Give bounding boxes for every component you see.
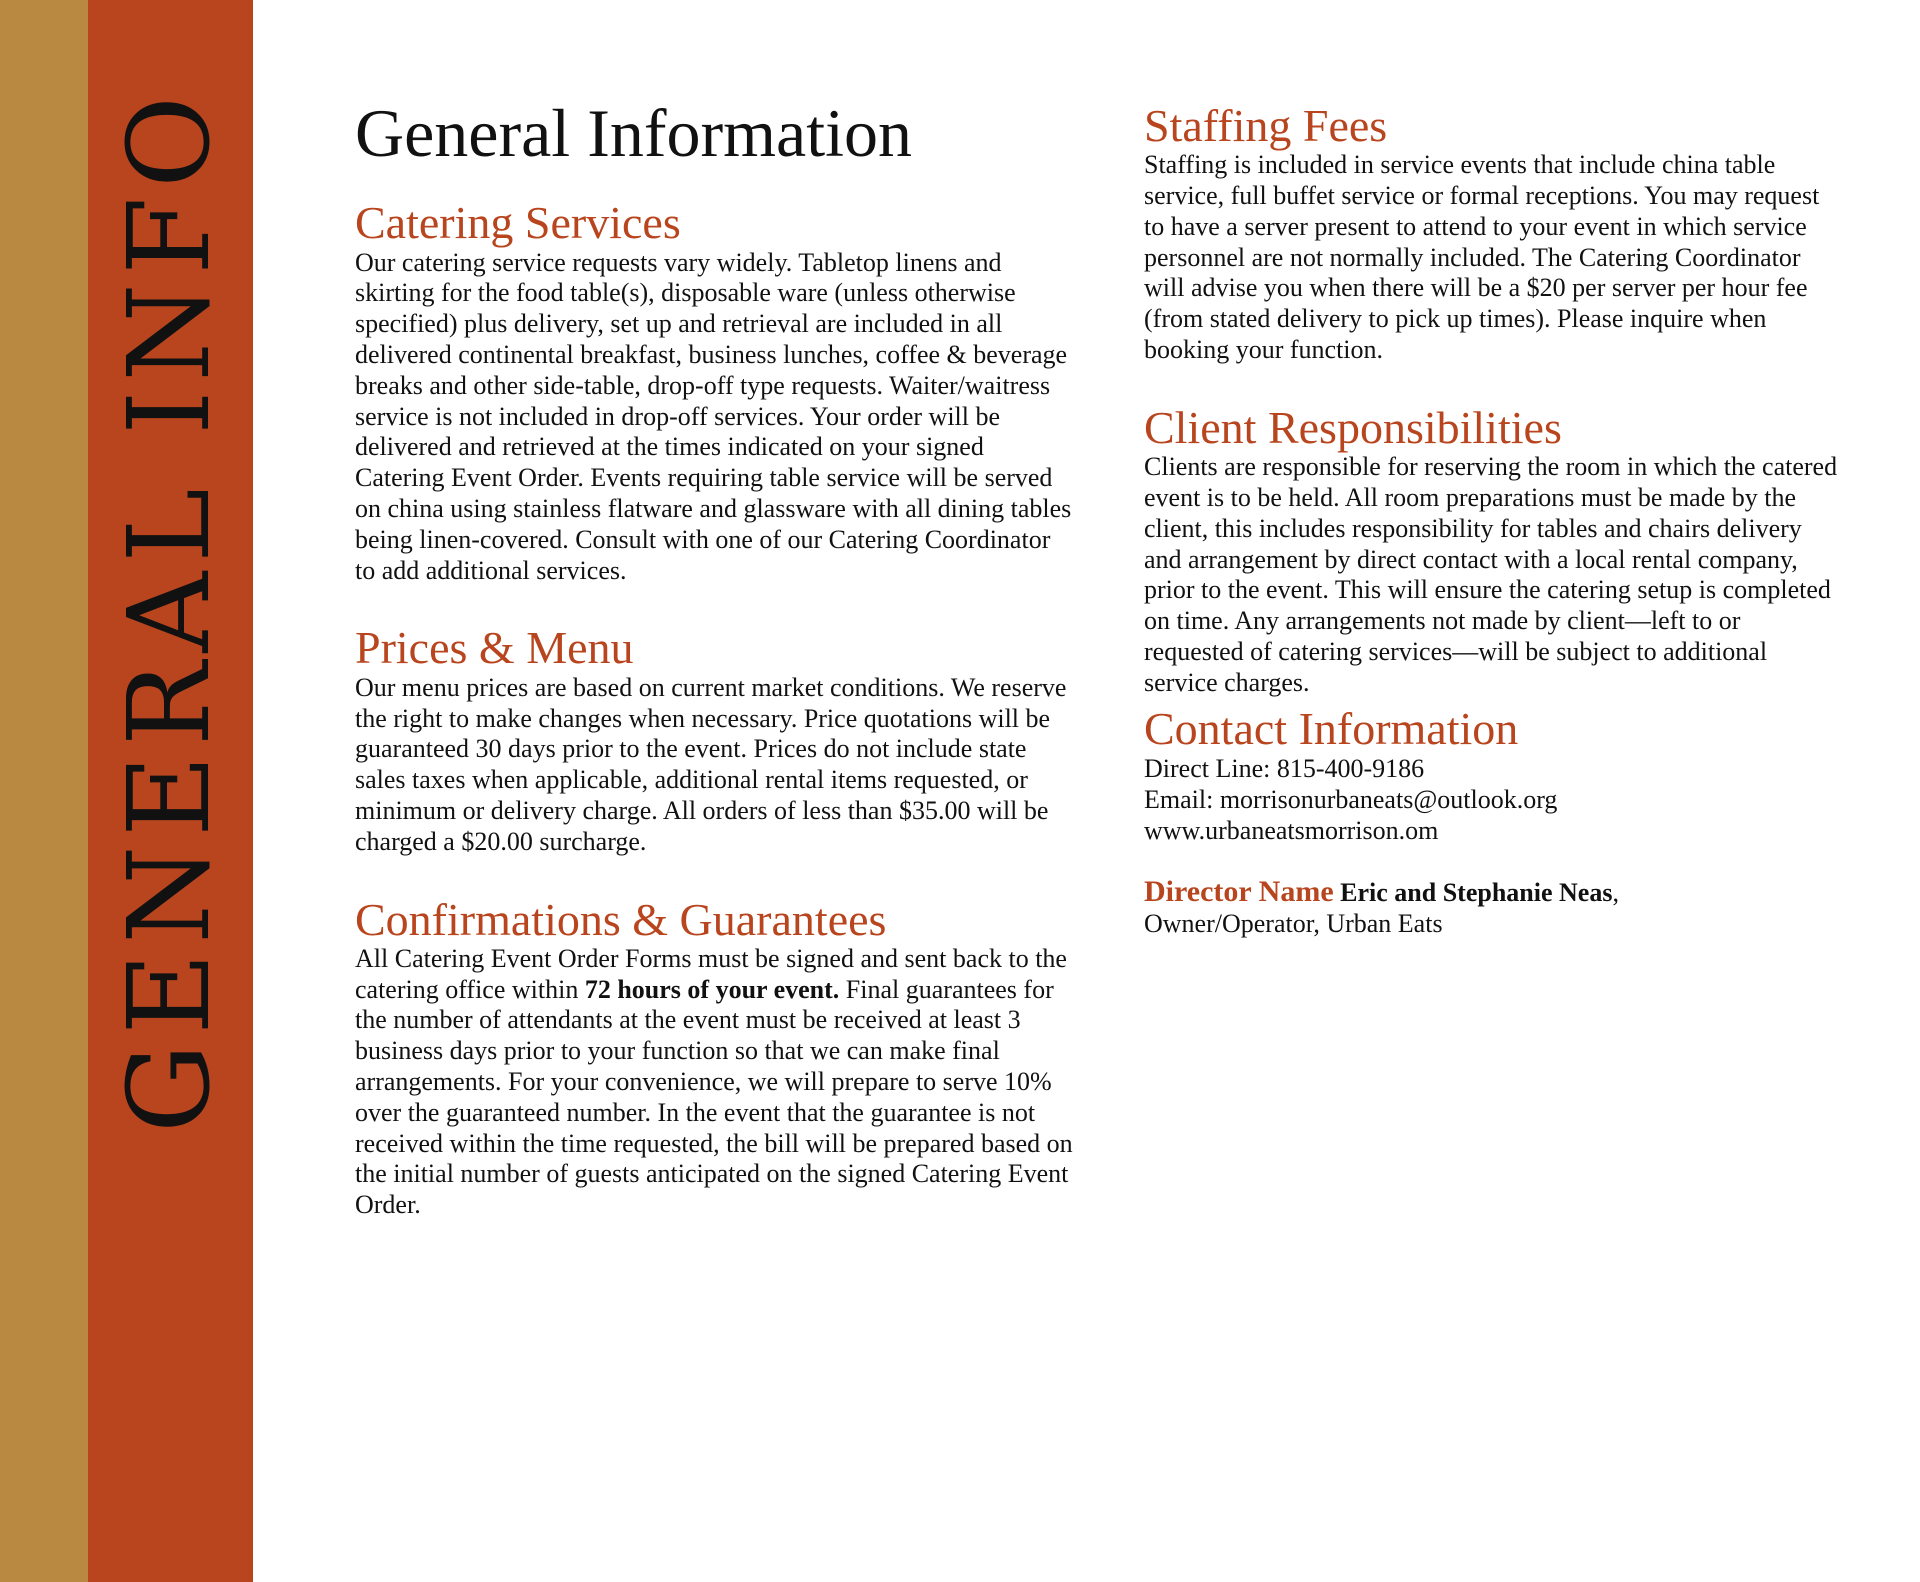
client-responsibilities-heading: Client Responsibilities [1144, 401, 1562, 453]
catering-services-body: Our catering service requests vary widely. Tabletop linens and skirting for the food table(s), disposable ware (unless otherwise specified) plus delivery, set up and retrieval are included in all delivered continental breakfast, business lunches, coffee & beverage breaks and other side-table, drop-off type requests. Waiter/waitress service is not included in drop-off services. Your order will be delivered and retrieved at the times indicated on your signed Catering Event Order. Events requiring table service will be served on china using stainless flatware and glassware with all dining tables being linen-covered. Consult with one of our Catering Coordinator to add additional services. [355, 247, 1072, 585]
email-text: Email: morrisonurbaneats@outlook.org [1144, 784, 1558, 814]
confirmations-deadline-emphasis: 72 hours of your event. [584, 974, 840, 1004]
right-column [1144, 102, 1844, 977]
director-label: Director Name [1144, 874, 1334, 908]
client-responsibilities-body: Clients are responsible for reserving the room in which the catered event is to be held. All room preparations must be made by the client, this includes responsibility for tables and chairs delivery and arrangement by direct contact with a local rental company, prior to the event. This will ensure the catering setup is completed on time. Any arrangements not made by client—left to or requested of catering services—will be subject to additional service charges. [1144, 452, 1838, 697]
confirmations-guarantees-body [355, 944, 1075, 1221]
confirmations-text-end: Final guarantees for the number of attendants at the event must be received at least 3 business days prior to your function so that we can make final arrangements. For your convenience, we will prepare to serve 10% over the guaranteed number. In the event that the guarantee is not received within the time requested, the bill will be prepared based on the initial number of guests anticipated on the signed Catering Event Order. [355, 974, 1073, 1220]
director-role: Owner/Operator, Urban Eats [1144, 908, 1443, 938]
confirmations-guarantees-heading: Confirmations & Guarantees [355, 893, 887, 945]
prices-menu-section [355, 624, 1075, 857]
direct-line-text: Direct Line: 815-400-9186 [1144, 753, 1425, 783]
director-block [1144, 876, 1844, 939]
director-comma: , [1612, 877, 1619, 907]
confirmations-text-start: All Catering Event Order Forms must be signed and sent back to the catering office within [355, 943, 1067, 1004]
confirmations-guarantees-section [355, 893, 1075, 1221]
catering-services-heading: Catering Services [355, 197, 681, 249]
tan-side-stripe [0, 0, 88, 1582]
page-title: General Information [355, 95, 912, 171]
staffing-fees-section [1144, 102, 1844, 366]
client-responsibilities-section [1144, 401, 1844, 699]
staffing-fees-body: Staffing is included in service events that include china table service, full buffet service or formal receptions. You may request to have a server present to attend to your event in which service personnel are not normally included. The Catering Coordinator will advise you when there will be a $20 per server per hour fee (from stated delivery to pick up times). Please inquire when booking your function. [1144, 150, 1820, 365]
left-column [355, 95, 1075, 1259]
prices-menu-heading: Prices & Menu [355, 622, 634, 674]
contact-information-heading: Contact Information [1144, 702, 1519, 754]
staffing-fees-heading: Staffing Fees [1144, 100, 1388, 151]
vertical-section-title: GENERAL INFO [105, 87, 235, 1133]
catering-services-section [355, 199, 1075, 586]
contact-information-section [1144, 702, 1844, 939]
website-text: www.urbaneatsmorrison.om [1144, 815, 1439, 845]
prices-menu-body: Our menu prices are based on current market conditions. We reserve the right to make changes when necessary. Price quotations will be guaranteed 30 days prior to the event. Prices do not include state sales taxes when applicable, additional rental items requested, or minimum or delivery charge. All orders of less than $35.00 will be charged a $20.00 surcharge. [355, 672, 1067, 856]
director-names: Eric and Stephanie Neas [1340, 877, 1613, 907]
